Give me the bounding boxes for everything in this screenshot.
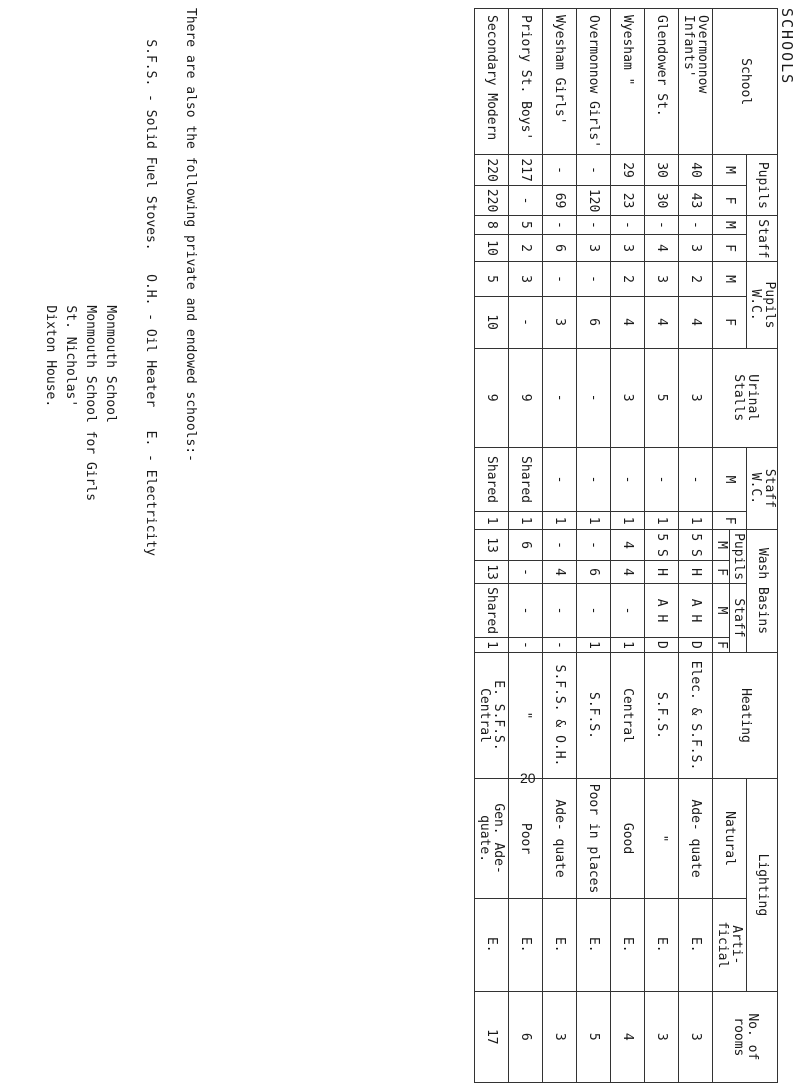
cell-heating: E. S.F.S. Central xyxy=(475,652,509,778)
header-wash-staff-f: F xyxy=(713,638,730,653)
header-wash-staff: Staff xyxy=(730,584,747,653)
cell-heating: S.F.S. & O.H. xyxy=(543,652,577,778)
cell-staff-f: 10 xyxy=(475,234,509,262)
table-row xyxy=(611,9,645,1083)
private-school-3: St. Nicholas' xyxy=(63,305,78,408)
cell-wash-staff-m: - xyxy=(509,584,543,638)
cell-wash-pupils-m: 5 S xyxy=(645,530,679,561)
table-body xyxy=(475,9,713,1083)
header-urinal-stalls: Urinal Stalls xyxy=(713,348,778,447)
cell-wc-f: 4 xyxy=(679,296,713,348)
cell-staff-m: - xyxy=(611,216,645,234)
cell-wc-m: 2 xyxy=(611,262,645,296)
cell-staff-f: 4 xyxy=(645,234,679,262)
cell-wc-m: 2 xyxy=(679,262,713,296)
cell-urinal: 9 xyxy=(475,348,509,447)
cell-wash-staff-f: - xyxy=(543,638,577,653)
header-pupils-wc: Pupils W.C. xyxy=(747,262,778,348)
cell-heating: S.F.S. xyxy=(645,652,679,778)
cell-staffwc-m: - xyxy=(577,447,611,512)
cell-pupils-m: 220 xyxy=(475,155,509,185)
legend-e: E. - Electricity xyxy=(143,430,158,556)
cell-wc-f: 3 xyxy=(543,296,577,348)
cell-wash-pupils-m: 5 S xyxy=(679,530,713,561)
header-rooms: No. of rooms xyxy=(713,991,778,1082)
cell-urinal: 3 xyxy=(679,348,713,447)
cell-natural: Ade- quate xyxy=(679,779,713,899)
cell-wc-f: 4 xyxy=(645,296,679,348)
cell-staff-f: 3 xyxy=(577,234,611,262)
cell-wc-f: 4 xyxy=(611,296,645,348)
cell-artificial: E. xyxy=(577,898,611,991)
cell-pupils-m: 29 xyxy=(611,155,645,185)
cell-wash-staff-m: Shared xyxy=(475,584,509,638)
cell-wash-pupils-f: - xyxy=(509,561,543,584)
cell-wc-f: 10 xyxy=(475,296,509,348)
cell-natural: Good xyxy=(611,779,645,899)
cell-rooms: 3 xyxy=(645,991,679,1082)
cell-wash-pupils-m: - xyxy=(577,530,611,561)
cell-staff-m: - xyxy=(679,216,713,234)
table-row xyxy=(509,9,543,1083)
schools-table xyxy=(474,8,778,1083)
cell-wash-staff-f: D xyxy=(679,638,713,653)
cell-natural: Poor xyxy=(509,779,543,899)
header-staff-wc: Staff W.C. xyxy=(747,447,778,529)
cell-urinal: 5 xyxy=(645,348,679,447)
notes-intro: There are also the following private and endowed schools:- xyxy=(183,8,198,462)
cell-artificial: E. xyxy=(679,898,713,991)
header-staff-wc-m: M xyxy=(713,447,747,512)
cell-staffwc-f: 1 xyxy=(577,512,611,530)
cell-heating: " xyxy=(509,652,543,778)
cell-school: Priory St. Boys' xyxy=(509,9,543,155)
header-heating: Heating xyxy=(713,652,778,778)
cell-artificial: E. xyxy=(509,898,543,991)
cell-wash-staff-f: - xyxy=(509,638,543,653)
cell-staffwc-m: - xyxy=(543,447,577,512)
cell-staffwc-f: 1 xyxy=(543,512,577,530)
cell-urinal: - xyxy=(577,348,611,447)
cell-staff-m: - xyxy=(577,216,611,234)
cell-wash-staff-m: - xyxy=(611,584,645,638)
cell-artificial: E. xyxy=(475,898,509,991)
header-pupils-wc-m: M xyxy=(713,262,747,296)
cell-pupils-f: 220 xyxy=(475,185,509,215)
cell-pupils-f: 43 xyxy=(679,185,713,215)
cell-staffwc-f: 1 xyxy=(645,512,679,530)
table-row xyxy=(679,9,713,1083)
legend-sfs: S.F.S. - Solid Fuel Stoves. xyxy=(143,39,158,251)
cell-pupils-f: 23 xyxy=(611,185,645,215)
cell-wash-staff-f: 1 xyxy=(611,638,645,653)
cell-natural: " xyxy=(645,779,679,899)
cell-natural: Ade- quate xyxy=(543,779,577,899)
header-school: School xyxy=(713,9,778,155)
cell-staffwc-m: Shared xyxy=(509,447,543,512)
table-row xyxy=(645,9,679,1083)
legend-oh: O.H. - Oil Heater xyxy=(143,274,158,408)
cell-wash-staff-m: - xyxy=(577,584,611,638)
cell-wash-staff-m: - xyxy=(543,584,577,638)
cell-wash-staff-f: D xyxy=(645,638,679,653)
header-wash-staff-m: M xyxy=(713,584,730,638)
cell-rooms: 4 xyxy=(611,991,645,1082)
cell-rooms: 17 xyxy=(475,991,509,1082)
cell-natural: Gen. Ade- quate. xyxy=(475,779,509,899)
cell-rooms: 3 xyxy=(679,991,713,1082)
cell-urinal: - xyxy=(543,348,577,447)
cell-artificial: E. xyxy=(611,898,645,991)
cell-wash-staff-f: 1 xyxy=(475,638,509,653)
cell-rooms: 5 xyxy=(577,991,611,1082)
cell-school: Wyesham Girls' xyxy=(543,9,577,155)
cell-wc-m: - xyxy=(543,262,577,296)
cell-staff-f: 3 xyxy=(679,234,713,262)
cell-staffwc-f: 1 xyxy=(611,512,645,530)
cell-rooms: 3 xyxy=(543,991,577,1082)
cell-rooms: 6 xyxy=(509,991,543,1082)
cell-pupils-f: - xyxy=(509,185,543,215)
cell-wash-staff-m: A H xyxy=(679,584,713,638)
cell-staffwc-m: Shared xyxy=(475,447,509,512)
cell-pupils-m: 30 xyxy=(645,155,679,185)
cell-pupils-m: 40 xyxy=(679,155,713,185)
cell-school: Glendower St. xyxy=(645,9,679,155)
cell-wc-f: 6 xyxy=(577,296,611,348)
header-staff-f: F xyxy=(713,234,747,262)
cell-staff-f: 6 xyxy=(543,234,577,262)
table-header xyxy=(713,9,778,1083)
table-row xyxy=(475,9,509,1083)
cell-pupils-f: 30 xyxy=(645,185,679,215)
cell-wash-pupils-f: H xyxy=(645,561,679,584)
table-row xyxy=(543,9,577,1083)
cell-staff-m: 8 xyxy=(475,216,509,234)
cell-pupils-m: - xyxy=(543,155,577,185)
cell-wash-staff-f: 1 xyxy=(577,638,611,653)
cell-staffwc-f: 1 xyxy=(475,512,509,530)
cell-pupils-m: - xyxy=(577,155,611,185)
cell-wash-pupils-m: 13 xyxy=(475,530,509,561)
cell-wc-f: - xyxy=(509,296,543,348)
cell-wash-pupils-f: 6 xyxy=(577,561,611,584)
page-number: 20 xyxy=(520,770,536,786)
table-row xyxy=(577,9,611,1083)
header-lighting: Lighting xyxy=(747,779,778,992)
cell-pupils-f: 120 xyxy=(577,185,611,215)
cell-urinal: 3 xyxy=(611,348,645,447)
header-pupils-wc-f: F xyxy=(713,296,747,348)
header-pupils: Pupils xyxy=(747,155,778,216)
cell-wc-m: 5 xyxy=(475,262,509,296)
notes-section xyxy=(40,8,200,556)
header-pupils-m: M xyxy=(713,155,747,185)
cell-school: Overmonnow Infants' xyxy=(679,9,713,155)
cell-staffwc-m: - xyxy=(645,447,679,512)
private-school-4: Dixton House. xyxy=(43,305,58,408)
cell-pupils-m: 217 xyxy=(509,155,543,185)
cell-staffwc-m: - xyxy=(679,447,713,512)
cell-wash-staff-m: A H xyxy=(645,584,679,638)
cell-heating: Central xyxy=(611,652,645,778)
cell-wc-m: 3 xyxy=(509,262,543,296)
header-wash-pupils-m: M xyxy=(713,530,730,561)
cell-staff-f: 3 xyxy=(611,234,645,262)
header-artificial: Arti- ficial xyxy=(713,898,747,991)
cell-school: Wyesham " xyxy=(611,9,645,155)
cell-staff-m: - xyxy=(645,216,679,234)
page-title: SCHOOLS xyxy=(778,8,796,86)
header-staff: Staff xyxy=(747,216,778,262)
cell-pupils-f: 69 xyxy=(543,185,577,215)
cell-wc-m: 3 xyxy=(645,262,679,296)
header-staff-wc-f: F xyxy=(713,512,747,530)
cell-wash-pupils-f: 4 xyxy=(543,561,577,584)
cell-wash-pupils-m: 4 xyxy=(611,530,645,561)
cell-staff-f: 2 xyxy=(509,234,543,262)
cell-urinal: 9 xyxy=(509,348,543,447)
cell-artificial: E. xyxy=(645,898,679,991)
header-pupils-f: F xyxy=(713,185,747,215)
cell-wash-pupils-f: 13 xyxy=(475,561,509,584)
cell-staffwc-m: - xyxy=(611,447,645,512)
cell-school: Secondary Modern xyxy=(475,9,509,155)
cell-staffwc-f: 1 xyxy=(509,512,543,530)
cell-wash-pupils-m: 6 xyxy=(509,530,543,561)
cell-wc-m: - xyxy=(577,262,611,296)
cell-wash-pupils-f: 4 xyxy=(611,561,645,584)
header-wash-basins: Wash Basins xyxy=(747,530,778,653)
cell-wash-pupils-m: - xyxy=(543,530,577,561)
cell-heating: Elec. & S.F.S. xyxy=(679,652,713,778)
header-staff-m: M xyxy=(713,216,747,234)
cell-heating: S.F.S. xyxy=(577,652,611,778)
cell-natural: Poor in places xyxy=(577,779,611,899)
header-wash-pupils-f: F xyxy=(713,561,730,584)
cell-staffwc-f: 1 xyxy=(679,512,713,530)
cell-artificial: E. xyxy=(543,898,577,991)
cell-staff-m: - xyxy=(543,216,577,234)
header-wash-pupils: Pupils xyxy=(730,530,747,584)
cell-wash-pupils-f: H xyxy=(679,561,713,584)
cell-school: Overmonnow Girls' xyxy=(577,9,611,155)
private-school-1: Monmouth School xyxy=(103,305,118,423)
header-natural: Natural xyxy=(713,779,747,899)
cell-staff-m: 5 xyxy=(509,216,543,234)
private-school-2: Monmouth School for Girls xyxy=(83,305,98,502)
